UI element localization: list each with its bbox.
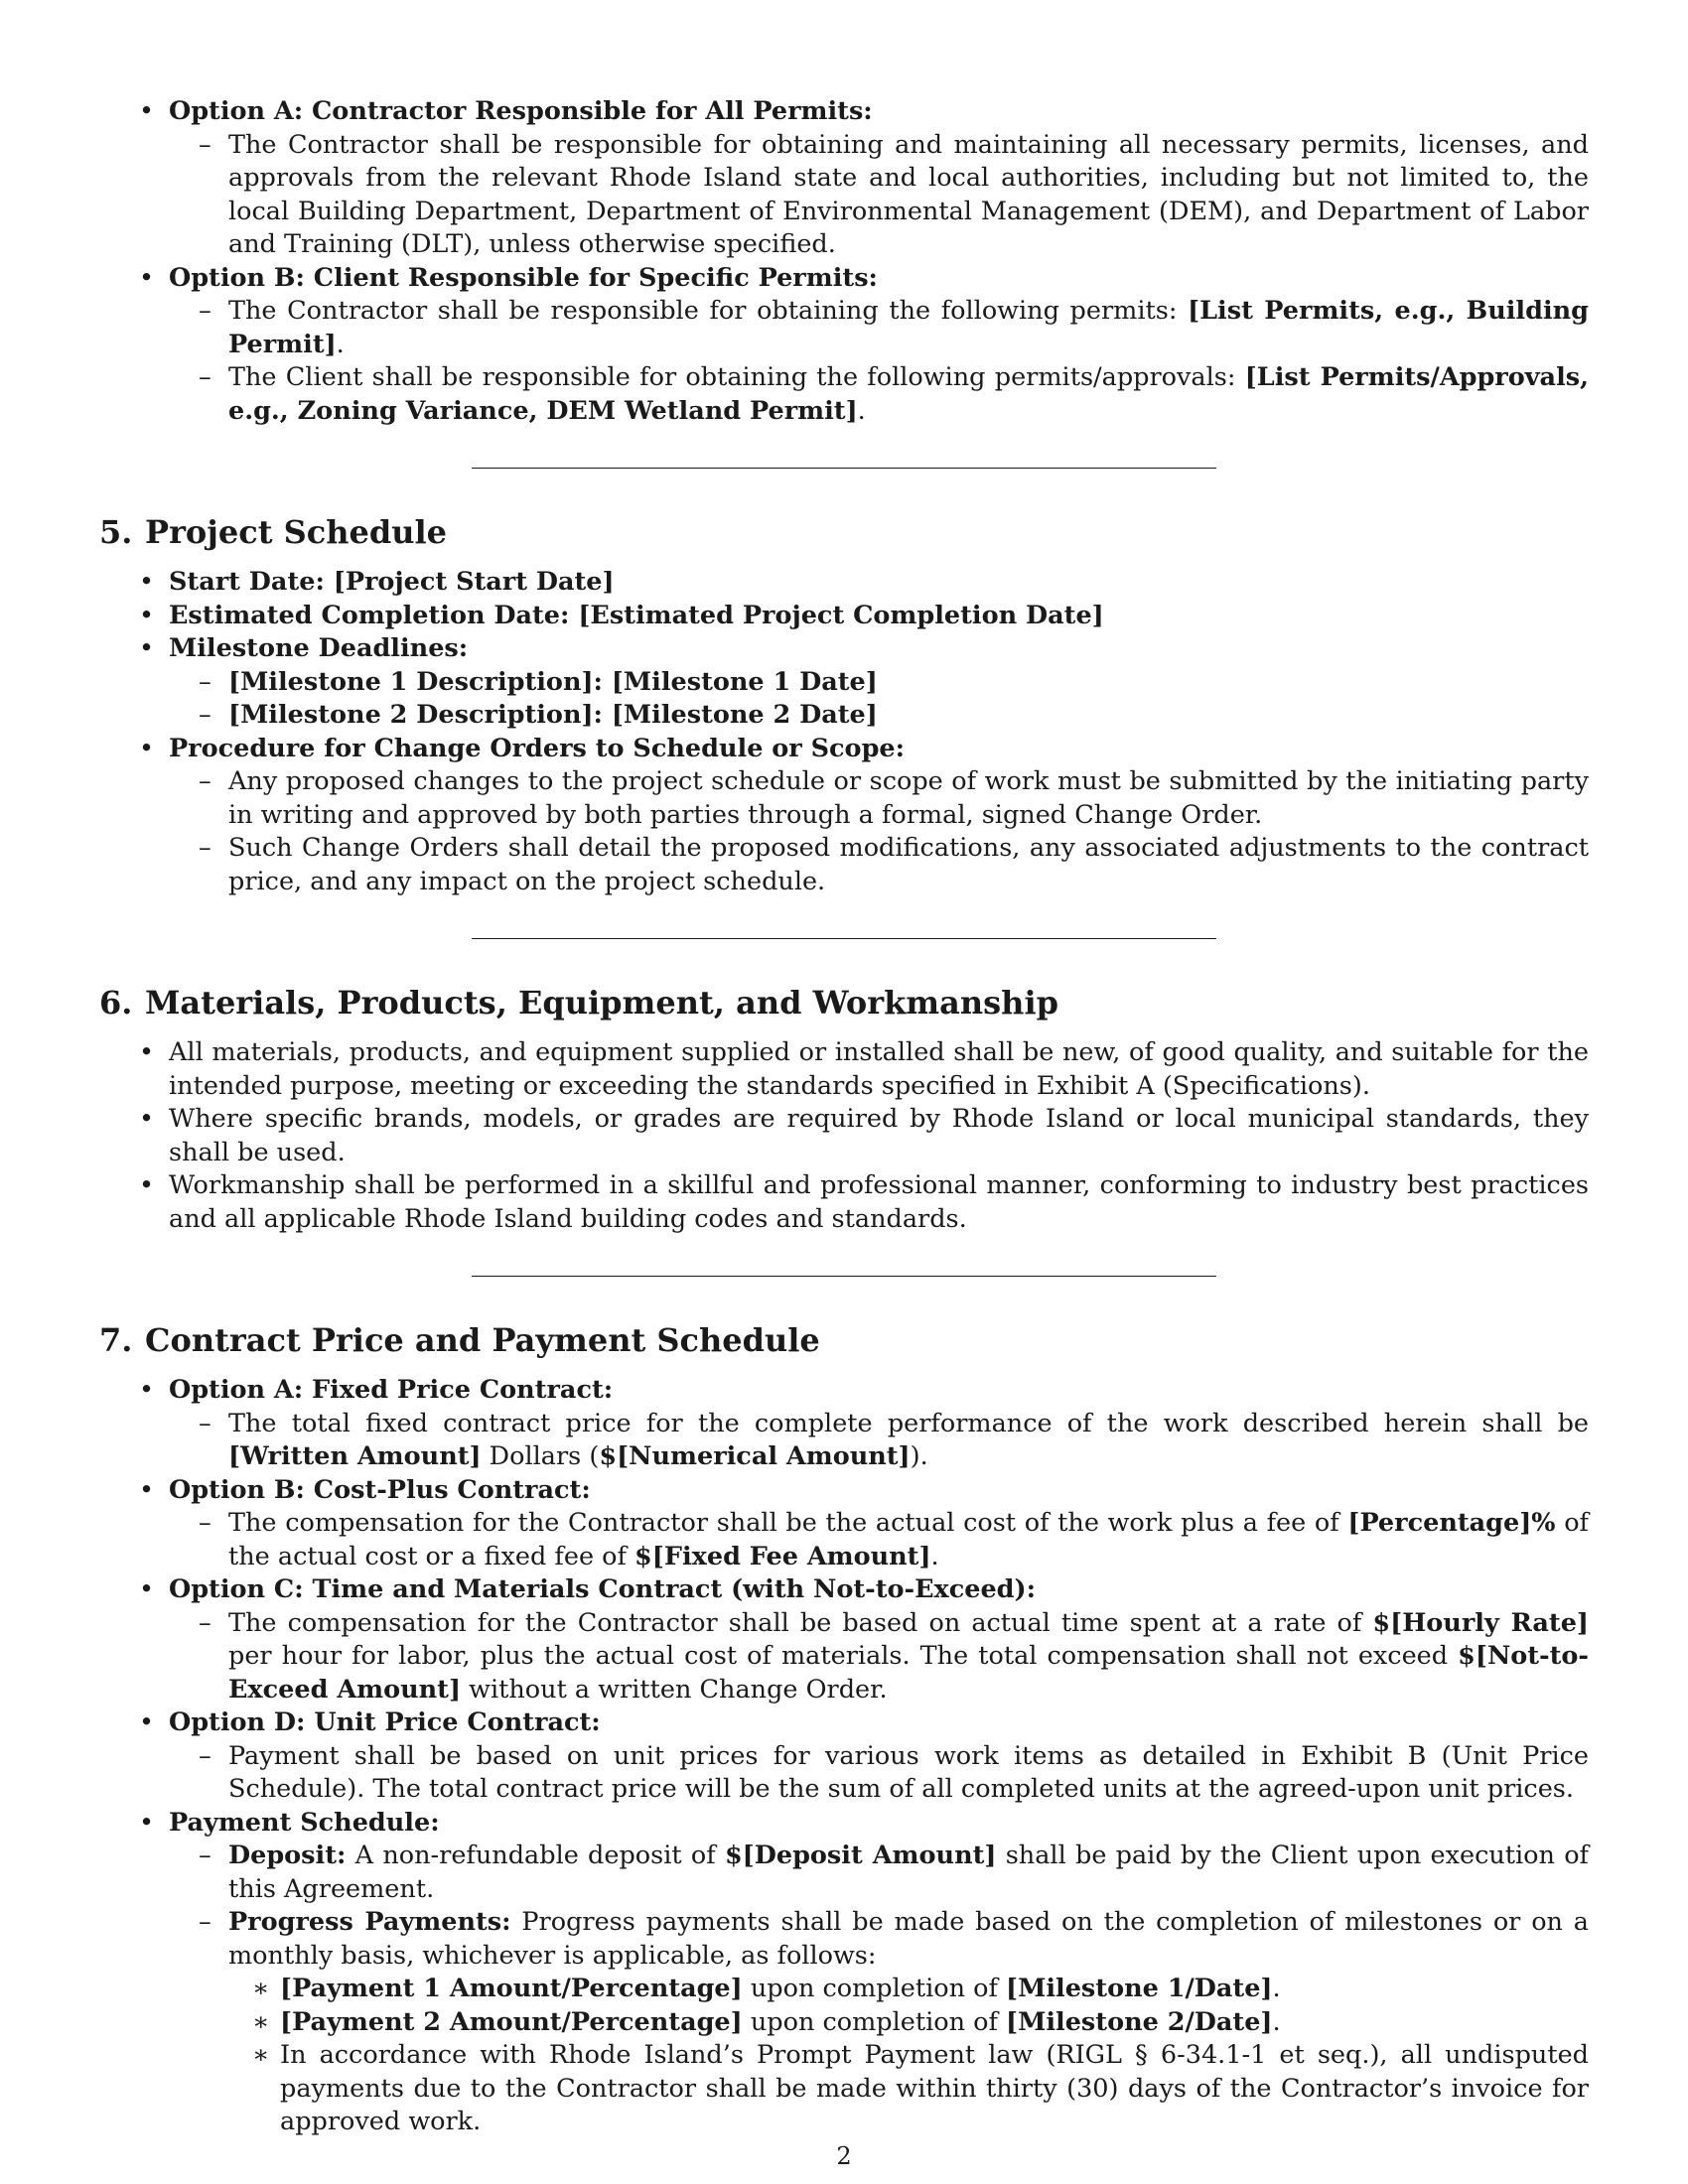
materials-item-1: • All materials, products, and equipment supplied or installed shall be new, of good quality, and suitable for the intended purpose, meeting or exceeding the standards specified in Exhibit A (Specifications). <box>99 1036 1589 1103</box>
payment-schedule: • Payment Schedule: – Deposit: A non-refundable deposit of $[Deposit Amount] shall be paid by the Client upon execution of this Agreement. – Progress Payments: Progress payments shall be made based on the completion of milestones or on a monthly basis, whichever is applicable, as follows: ∗ [Payment 1 Amount/Percentage] upon completion of [Milestone 1/Date]. ∗ [Payment 2 Amount/Percentage] upon completion of [Milestone 2/Date]. ∗ In accordance with Rhode Island’s Prompt Payment law (RIGL § 6-34.1-1 et seq.), all undisputed payments due to the Contractor shall be made within thirty (30) days of the Contractor’s invoice for approved work. <box>99 1807 1589 2139</box>
permit-option-a <box>99 95 1589 262</box>
price-option-d-text: – Payment shall be based on unit prices for various work items as detailed in Exhibit B (Unit Price Schedule). The total contract price will be the sum of all completed units at the agreed-upon unit prices. <box>169 1740 1589 1807</box>
materials-item-2: • Where specific brands, models, or grades are required by Rhode Island or local municipal standards, they shall be used. <box>99 1103 1589 1169</box>
price-option-a-text: – The total fixed contract price for the complete performance of the work described herein shall be [Written Amount] Dollars ($[Numerical Amount]). <box>169 1408 1589 1474</box>
placeholder-start-date: [Project Start Date] <box>333 567 615 597</box>
section-divider <box>472 938 1216 939</box>
permits-options-list <box>99 95 1589 428</box>
section-7-list <box>99 1374 1589 2139</box>
price-option-a: • Option A: Fixed Price Contract: – The total fixed contract price for the complete performance of the work described herein shall be [Written Amount] Dollars ($[Numerical Amount]). <box>99 1374 1589 1474</box>
section-divider <box>472 1276 1216 1277</box>
section-5-heading: 5. Project Schedule <box>99 513 447 551</box>
permit-option-a-text: – The Contractor shall be responsible for obtaining and maintaining all necessary permits, licenses, and approvals from the relevant Rhode Island state and local authorities, including but not limited to, the local Building Department, Department of Environmental Management (DEM), and Department of Labor and Training (DLT), unless otherwise specified. <box>169 129 1589 262</box>
milestones-item: • Milestone Deadlines: – [Milestone 1 Description]: [Milestone 1 Date] – [Milestone 2 Description]: [Milestone 2 Date] <box>99 632 1589 733</box>
section-7-heading: 7. Contract Price and Payment Schedule <box>99 1321 820 1359</box>
change-order-rule-2: – Such Change Orders shall detail the proposed modifications, any associated adjustments to the contract price, and any impact on the project schedule. <box>169 832 1589 898</box>
permit-option-b-client: – The Client shall be responsible for obtaining the following permits/approvals: [List Permits/Approvals, e.g., Zoning Variance, DEM Wetland Permit]. <box>169 361 1589 428</box>
placeholder-completion-date: [Estimated Project Completion Date] <box>578 600 1104 630</box>
page-number: 2 <box>836 2142 852 2170</box>
deposit-item: – Deposit: A non-refundable deposit of $[Deposit Amount] shall be paid by the Client upon execution of this Agreement. <box>169 1840 1589 1906</box>
prompt-payment-clause: ∗ In accordance with Rhode Island’s Prompt Payment law (RIGL § 6-34.1-1 et seq.), all undisputed payments due to the Contractor shall be made within thirty (30) days of the Contractor’s invoice for approved work. <box>228 2039 1589 2139</box>
price-option-d: • Option D: Unit Price Contract: – Payment shall be based on unit prices for various work items as detailed in Exhibit B (Unit Price Schedule). The total contract price will be the sum of all completed units at the agreed-upon unit prices. <box>99 1706 1589 1807</box>
section-6-list <box>99 1036 1589 1236</box>
section-divider <box>472 468 1216 469</box>
progress-payments-item: – Progress Payments: Progress payments shall be made based on the completion of milestones or on a monthly basis, whichever is applicable, as follows: ∗ [Payment 1 Amount/Percentage] upon completion of [Milestone 1/Date]. ∗ [Payment 2 Amount/Percentage] upon completion of [Milestone 2/Date]. ∗ In accordance with Rhode Island’s Prompt Payment law (RIGL § 6-34.1-1 et seq.), all undisputed payments due to the Contractor shall be made within thirty (30) days of the Contractor’s invoice for approved work. <box>169 1906 1589 2139</box>
permit-option-a-label: Option A: Contractor Responsible for All Permits: <box>169 96 873 126</box>
permit-option-b-label: Option B: Client Responsible for Specific Permits: <box>169 262 878 293</box>
price-option-b: • Option B: Cost-Plus Contract: – The compensation for the Contractor shall be the actual cost of the work plus a fee of [Percentage]% of the actual cost or a fixed fee of $[Fixed Fee Amount]. <box>99 1474 1589 1574</box>
milestone-2: – [Milestone 2 Description]: [Milestone 2 Date] <box>169 699 1589 733</box>
price-option-c-text: – The compensation for the Contractor shall be based on actual time spent at a rate of $[Hourly Rate] per hour for labor, plus the actual cost of materials. The total compensation shall not exceed $[Not-to-Exceed Amount] without a written Change Order. <box>169 1607 1589 1707</box>
price-option-b-text: – The compensation for the Contractor shall be the actual cost of the work plus a fee of [Percentage]% of the actual cost or a fixed fee of $[Fixed Fee Amount]. <box>169 1507 1589 1573</box>
permit-option-b-contractor: – The Contractor shall be responsible for obtaining the following permits: [List Permits, e.g., Building Permit]. <box>169 295 1589 361</box>
payment-1: ∗ [Payment 1 Amount/Percentage] upon completion of [Milestone 1/Date]. <box>228 1973 1589 2006</box>
milestone-1: – [Milestone 1 Description]: [Milestone 1 Date] <box>169 666 1589 700</box>
change-order-rule-1: – Any proposed changes to the project schedule or scope of work must be submitted by the initiating party in writing and approved by both parties through a formal, signed Change Order. <box>169 765 1589 832</box>
document-body <box>99 95 1589 2139</box>
section-6-heading: 6. Materials, Products, Equipment, and Workmanship <box>99 984 1058 1022</box>
placeholder-contractor-permits: [List Permits, e.g., Building Permit] <box>228 296 1589 359</box>
price-option-c: • Option C: Time and Materials Contract (with Not-to-Exceed): – The compensation for the Contractor shall be based on actual time spent at a rate of $[Hourly Rate] per hour for labor, plus the actual cost of materials. The total compensation shall not exceed $[Not-to-Exceed Amount] without a written Change Order. <box>99 1573 1589 1706</box>
permit-option-b <box>99 262 1589 429</box>
section-5-list <box>99 566 1589 898</box>
materials-item-3: • Workmanship shall be performed in a skillful and professional manner, conforming to industry best practices and all applicable Rhode Island building codes and standards. <box>99 1169 1589 1236</box>
start-date-item: • Start Date: [Project Start Date] <box>99 566 1589 600</box>
change-orders-item: • Procedure for Change Orders to Schedule or Scope: – Any proposed changes to the project schedule or scope of work must be submitted by the initiating party in writing and approved by both parties through a formal, signed Change Order. – Such Change Orders shall detail the proposed modifications, any associated adjustments to the contract price, and any impact on the project schedule. <box>99 733 1589 899</box>
payment-2: ∗ [Payment 2 Amount/Percentage] upon completion of [Milestone 2/Date]. <box>228 2006 1589 2040</box>
placeholder-client-permits: [List Permits/Approvals, e.g., Zoning Variance, DEM Wetland Permit] <box>228 362 1590 426</box>
completion-date-item: • Estimated Completion Date: [Estimated Project Completion Date] <box>99 600 1589 633</box>
